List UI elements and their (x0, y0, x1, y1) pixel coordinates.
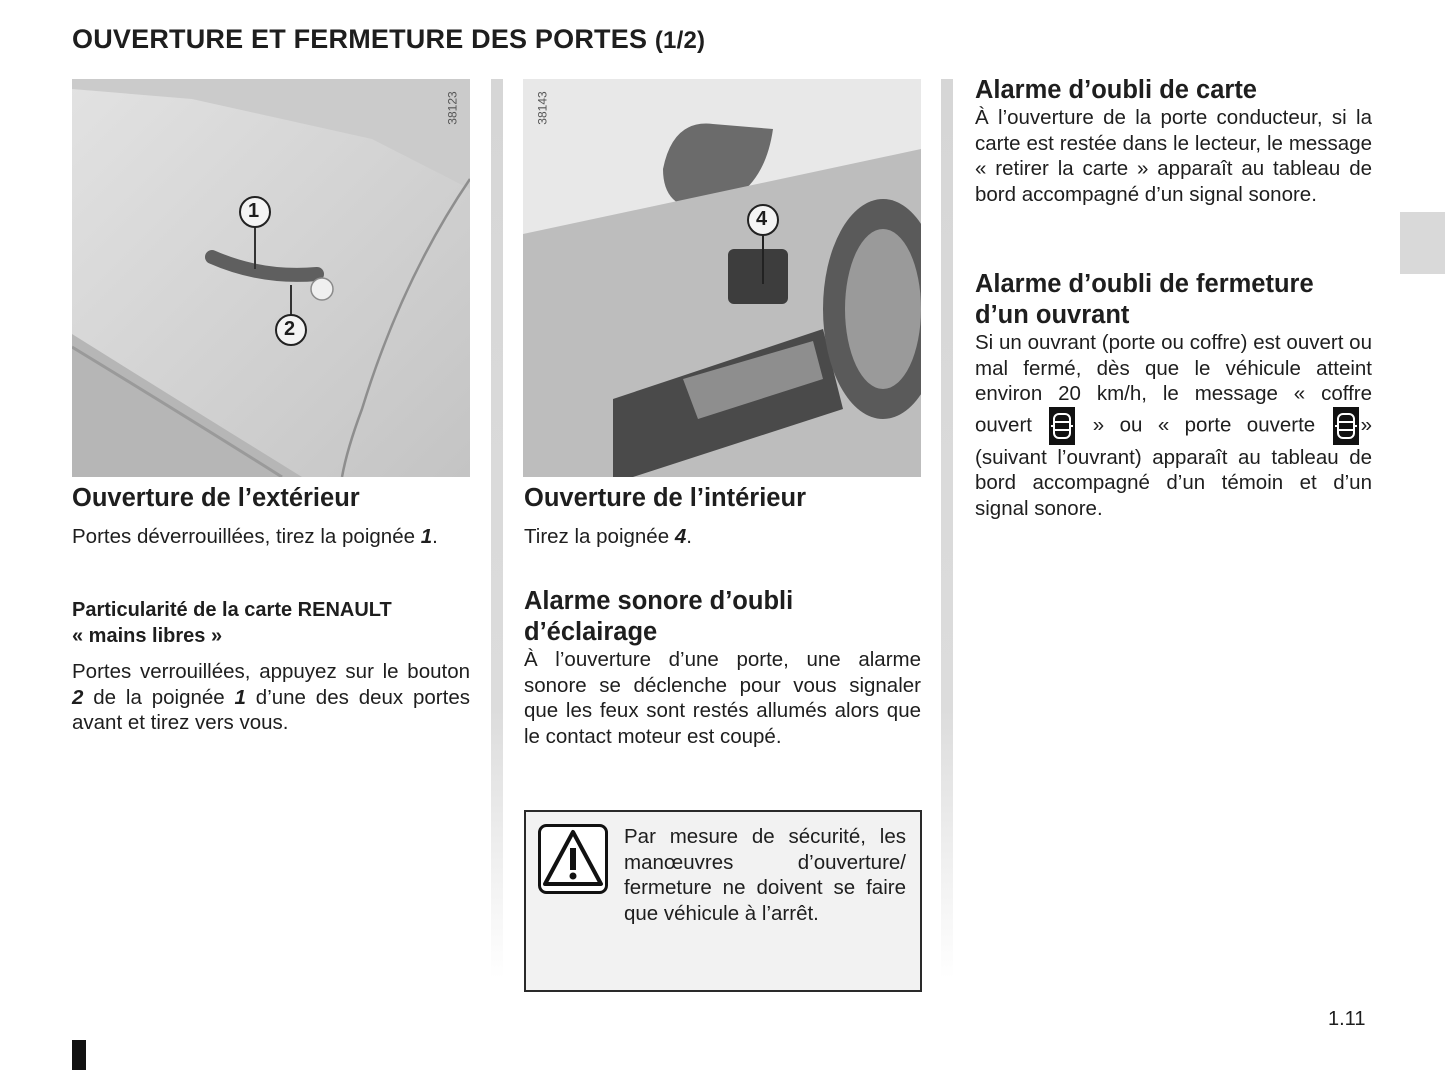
callout-2: 2 (284, 318, 296, 340)
warning-triangle-icon (538, 824, 608, 894)
page-title (72, 24, 705, 55)
section-tab (1400, 212, 1445, 274)
heading-card-alarm: Alarme d’oubli de carte (975, 76, 1257, 104)
heading-line: d’un ouvrant (975, 301, 1130, 329)
exterior-door-photo (72, 79, 470, 477)
page-corner-mark (72, 1040, 86, 1070)
warning-text: Par mesure de sécurité, les manœuvres d’ouverture/ fermeture ne doivent se faire que véhicule à l’arrêt. (624, 825, 906, 925)
subheading-line: « mains libres » (72, 625, 223, 647)
text-segment: de la poignée (83, 685, 235, 709)
page-number: 1.11 (1328, 1008, 1366, 1030)
paragraph-card-alarm: À l’ouverture de la porte conducteur, si la carte est restée dans le lecteur, le message « retirer la carte » apparaît au tableau de bord accompagné d’un signal sonore. (975, 106, 1372, 206)
text-segment: . (432, 525, 438, 548)
heading-interior-opening: Ouverture de l’intérieur (524, 484, 806, 512)
page-title-part: (1/2) (654, 27, 706, 54)
heading-line: Alarme sonore d’oubli (524, 587, 794, 615)
page-title-main: OUVERTURE ET FERMETURE DES PORTES (72, 24, 648, 54)
open-door-warning-icon (1333, 407, 1359, 445)
callout-4: 4 (756, 208, 768, 230)
callout-ref: 4 (674, 525, 687, 548)
heading-line: Alarme d’oubli de fermeture (975, 270, 1314, 298)
text-segment: » ou « porte ouverte (1077, 412, 1331, 436)
photo-reference: 38143 (535, 91, 550, 125)
interior-door-photo (523, 79, 921, 477)
text-segment: Si un ouvrant (porte ou coffre) est ouvert ou mal fermé, dès que le véhicule atteint environ 20 km/h, le message « coffre ouvert (975, 331, 1372, 436)
open-door-warning-icon (1049, 407, 1075, 445)
paragraph-door-closing-alarm (975, 330, 1372, 521)
callout-ref: 1 (420, 525, 433, 548)
callout-ref: 2 (72, 685, 84, 709)
text-segment: Portes déverrouillées, tirez la poignée (72, 525, 421, 548)
callout-1: 1 (248, 200, 260, 222)
heading-exterior-opening: Ouverture de l’extérieur (72, 484, 360, 512)
text-segment: Tirez la poignée (524, 525, 675, 548)
text-segment: . (686, 525, 692, 548)
heading-lighting-alarm (524, 586, 922, 648)
text-segment: Portes verrouillées, appuyez sur le bouton (72, 660, 470, 683)
column-separator-1 (491, 79, 503, 979)
paragraph-handsfree-card (72, 659, 470, 736)
heading-line: d’éclairage (524, 618, 658, 646)
text-segment: d’une des deux portes avant et tirez vers vous. (72, 685, 470, 734)
paragraph-interior-opening (524, 524, 922, 550)
column-separator-2 (941, 79, 953, 979)
callout-ref: 1 (234, 685, 246, 709)
text-segment: » (suivant l’ouvrant) apparaît au tableau de bord accompagné d’un témoin et d’un signal sonore. (975, 412, 1372, 520)
paragraph-lighting-alarm: À l’ouverture d’une porte, une alarme sonore se déclenche pour vous signaler que les feux sont restés allumés alors que le contact moteur est coupé. (524, 648, 921, 748)
safety-warning-box (524, 810, 922, 992)
subheading-line: Particularité de la carte RENAULT (72, 599, 392, 621)
subheading-handsfree-card (72, 597, 470, 649)
heading-door-closing-alarm (975, 269, 1373, 331)
photo-reference: 38123 (445, 91, 460, 125)
paragraph-exterior-opening (72, 524, 470, 550)
